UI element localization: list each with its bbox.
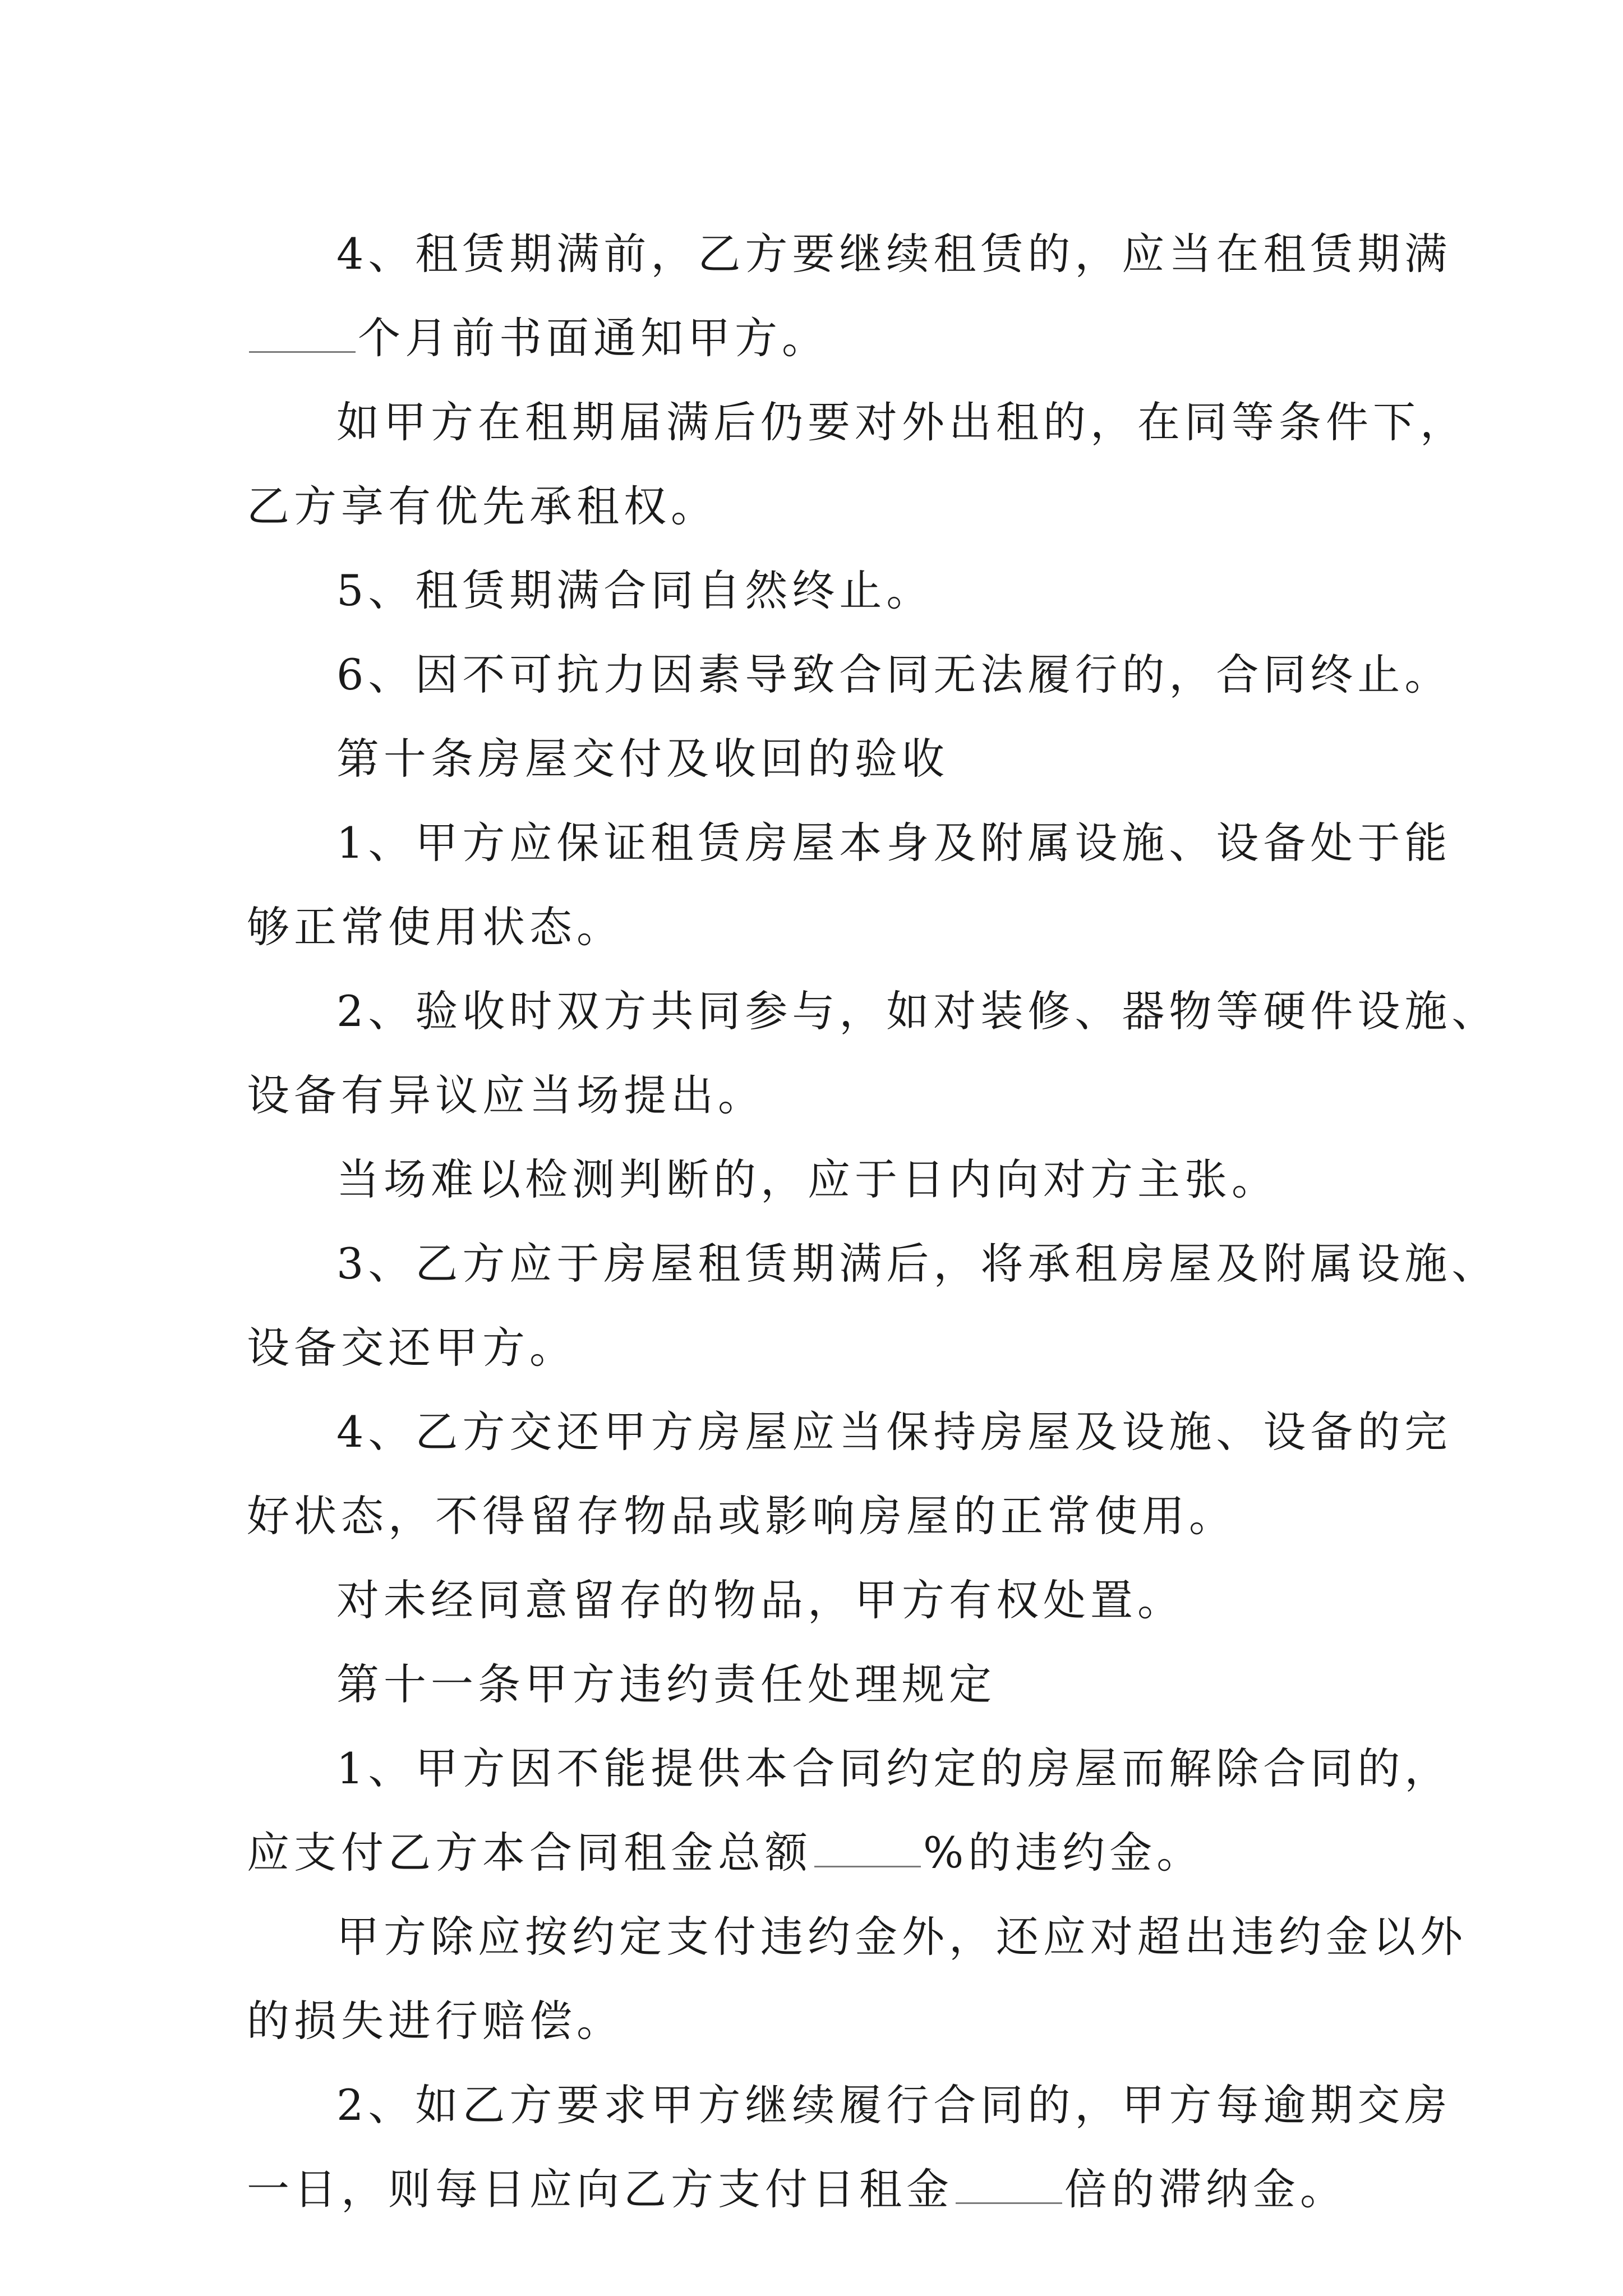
paragraph-line: 乙方享有优先承租权。 — [247, 481, 718, 531]
paragraph-line: 对未经同意留存的物品，甲方有权处置。 — [336, 1575, 1184, 1625]
paragraph-text: 个月前书面通知甲方。 — [358, 313, 829, 363]
paragraph-line: 4、乙方交还甲方房屋应当保持房屋及设施、设备的完 — [336, 1407, 1452, 1457]
paragraph-line: 设备交还甲方。 — [247, 1323, 577, 1373]
section-heading: 第十条房屋交付及收回的验收 — [336, 734, 949, 784]
fill-in-blank — [249, 316, 356, 353]
paragraph-line: 够正常使用状态。 — [247, 902, 624, 952]
paragraph-line: 6、因不可抗力因素导致合同无法履行的，合同终止。 — [336, 650, 1452, 700]
fill-in-blank — [814, 1831, 921, 1867]
paragraph-line: 4、租赁期满前，乙方要继续租赁的，应当在租赁期满 — [336, 229, 1452, 279]
paragraph-text: 应支付乙方本合同租金总额 — [247, 1828, 812, 1878]
paragraph-line: 1、甲方因不能提供本合同约定的房屋而解除合同的， — [336, 1743, 1452, 1793]
paragraph-line: 当场难以检测判断的，应于日内向对方主张。 — [336, 1154, 1279, 1204]
paragraph-line — [247, 296, 1424, 380]
paragraph-line: 好状态，不得留存物品或影响房屋的正常使用。 — [247, 1491, 1236, 1541]
paragraph-line: 3、乙方应于房屋租赁期满后，将承租房屋及附属设施、 — [336, 1239, 1499, 1289]
paragraph-line: 如甲方在租期届满后仍要对外出租的，在同等条件下， — [336, 397, 1467, 447]
paragraph-line: 设备有异议应当场提出。 — [247, 1070, 765, 1120]
paragraph-line: 2、如乙方要求甲方继续履行合同的，甲方每逾期交房 — [336, 2080, 1452, 2130]
paragraph-line: 甲方除应按约定支付违约金外，还应对超出违约金以外 — [336, 1912, 1467, 1962]
fill-in-blank — [956, 2168, 1062, 2204]
paragraph-line — [247, 2147, 1424, 2231]
paragraph-line — [247, 1811, 1424, 1895]
paragraph-line: 5、租赁期满合同自然终止。 — [336, 565, 934, 615]
paragraph-line: 1、甲方应保证租赁房屋本身及附属设施、设备处于能 — [336, 818, 1452, 868]
paragraph-line: 的损失进行赔偿。 — [247, 1996, 624, 2046]
paragraph-text: 一日，则每日应向乙方支付日租金 — [247, 2164, 953, 2214]
section-heading: 第十一条甲方违约责任处理规定 — [336, 1659, 996, 1709]
paragraph-line: 2、验收时双方共同参与，如对装修、器物等硬件设施、 — [336, 986, 1499, 1036]
contract-body — [247, 212, 1499, 2231]
paragraph-text: 倍的滞纳金。 — [1064, 2164, 1347, 2214]
paragraph-text: %的违约金。 — [923, 1828, 1204, 1878]
